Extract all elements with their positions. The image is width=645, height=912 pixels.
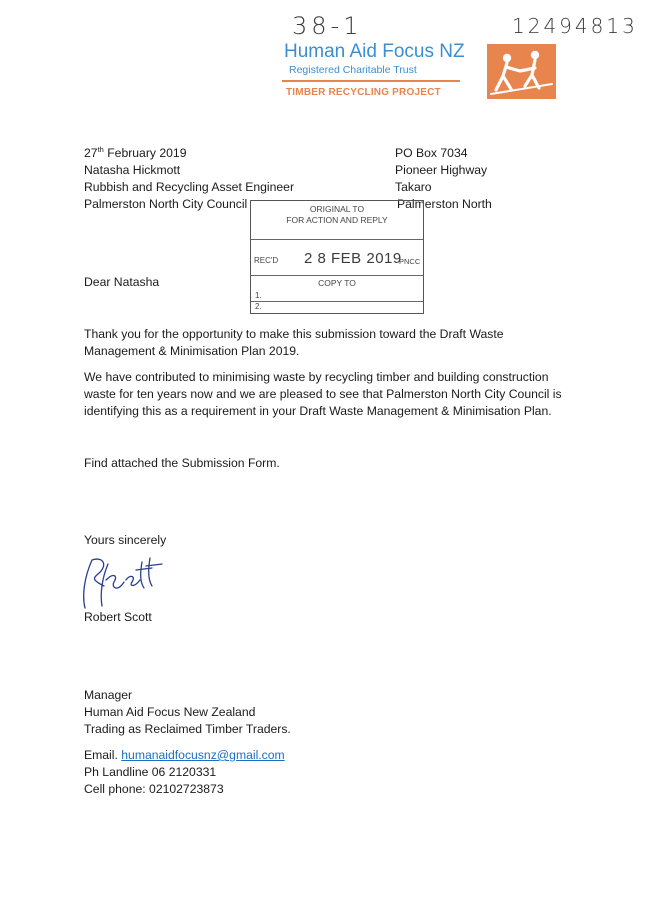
sender-address-line-4: Palmerston North — [397, 197, 492, 211]
recipient-org: Palmerston North City Council — [84, 197, 248, 211]
received-stamp — [250, 200, 424, 314]
recipient-name: Natasha Hickmott — [84, 163, 181, 177]
email-line — [84, 746, 285, 764]
footer-trading-name: Trading as Reclaimed Timber Traders. — [84, 722, 291, 736]
email-label: Email. — [84, 748, 118, 762]
signature — [78, 552, 168, 614]
email-link[interactable]: humanaidfocusnz@gmail.com — [121, 748, 285, 762]
handwritten-note-left: 38-1 — [292, 12, 363, 40]
paragraph-1-line-1: Thank you for the opportunity to make this submission toward the Draft Waste — [84, 327, 504, 341]
letterhead-divider — [282, 80, 460, 82]
sender-address-line-1: PO Box 7034 — [395, 146, 468, 160]
sender-address-line-3: Takaro — [395, 180, 432, 194]
salutation: Dear Natasha — [84, 275, 160, 289]
signer-name: Robert Scott — [84, 610, 152, 624]
stamp-line-1: ORIGINAL TO — [309, 204, 365, 214]
paragraph-2-line-3: identifying this as a requirement in your Draft Waste Management & Minimisation Plan. — [84, 404, 552, 418]
stamp-copy-to: COPY TO — [318, 278, 356, 288]
handwritten-note-right: 12494813 — [512, 14, 638, 38]
paragraph-1-line-2: Management & Minimisation Plan 2019. — [84, 344, 300, 358]
handshake-figures-icon — [487, 44, 556, 99]
landline-phone: Ph Landline 06 2120331 — [84, 765, 217, 779]
org-name: Human Aid Focus NZ — [284, 41, 465, 62]
signer-role: Manager — [84, 688, 133, 702]
paragraph-3: Find attached the Submission Form. — [84, 456, 280, 470]
stamp-pncc-label: PNCC — [399, 257, 421, 266]
letter-date: 27th February 2019 — [84, 144, 187, 160]
stamp-date: 2 8 FEB 2019 — [304, 250, 402, 267]
stamp-recd-label: REC'D — [254, 256, 279, 265]
stamp-line-2: FOR ACTION AND REPLY — [286, 215, 388, 225]
footer-org: Human Aid Focus New Zealand — [84, 705, 256, 719]
org-subtitle: Registered Charitable Trust — [289, 64, 417, 76]
recipient-title: Rubbish and Recycling Asset Engineer — [84, 180, 295, 194]
sender-address-line-2: Pioneer Highway — [395, 163, 488, 177]
paragraph-2-line-2: waste for ten years now and we are pleased to see that Palmerston North City Council is — [84, 387, 562, 401]
cell-phone: Cell phone: 02102723873 — [84, 782, 224, 796]
closing: Yours sincerely — [84, 533, 167, 547]
project-title: TIMBER RECYCLING PROJECT — [286, 87, 441, 98]
stamp-item-1: 1. — [255, 291, 262, 300]
stamp-item-2: 2. — [255, 302, 262, 311]
paragraph-2-line-1: We have contributed to minimising waste by recycling timber and building construction — [84, 370, 549, 384]
